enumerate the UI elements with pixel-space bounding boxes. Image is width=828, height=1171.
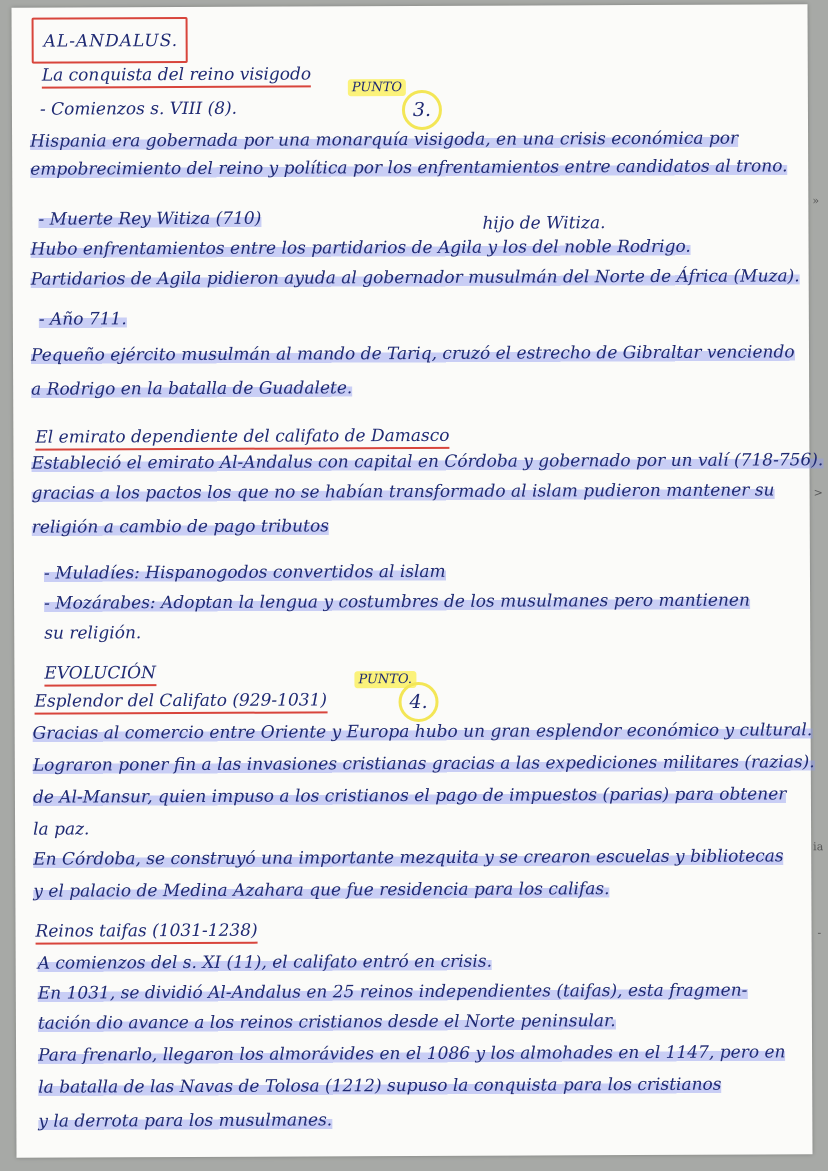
note-line: Gracias al comercio entre Oriente y Europa hubo un gran esplendor económico y cultural. [32,720,813,744]
note-line: En 1031, se dividió Al-Andalus en 25 reinos independientes (taifas), esta fragmen- [37,980,748,1004]
note-line: gracias a los pactos los que no se habían transformado al islam pudieron mantener su [31,480,775,504]
note-line: y la derrota para los musulmanes. [38,1110,333,1132]
notebook-page [11,4,824,1157]
note-line: - Mozárabes: Adoptan la lengua y costumbres de los musulmanes pero mantienen [44,590,750,614]
margin-mark-b: > [813,486,823,500]
note-line: tación dio avance a los reinos cristianos desde el Norte peninsular. [37,1011,616,1034]
section-heading: Reinos taifas (1031-1238) [35,921,257,945]
note-line: a Rodrigo en la batalla de Guadalete. [31,378,353,400]
margin-mark-a: » [812,194,820,208]
note-line: empobrecimiento del reino y política por los enfrentamientos entre candidatos al trono. [30,156,788,180]
note-line: Partidarios de Agila pidieron ayuda al gobernador musulmán del Norte de África (Muza). [30,266,800,290]
note-line: Hispania era gobernada por una monarquía visigoda, en una crisis económica por [30,128,739,152]
margin-mark-c: ia [813,840,824,854]
section-heading: La conquista del reino visigodo [42,64,311,88]
page-title: AL-ANDALUS. [43,31,179,52]
note-line: la paz. [33,819,90,840]
note-line: la batalla de las Navas de Tolosa (1212) supuso la conquista para los cristianos [38,1074,722,1098]
note-line: Hubo enfrentamientos entre los partidarios de Agila y los del noble Rodrigo. [30,236,691,260]
section-heading: Esplendor del Califato (929-1031) [34,690,327,714]
note-line: Para frenarlo, llegaron los almorávides en el 1086 y los almohades en el 1147, pero en [38,1042,786,1066]
note-line: Estableció el emirato Al-Andalus con capital en Córdoba y gobernado por un valí (718-756). [31,450,824,474]
note-line: religión a cambio de pago tributos [31,516,329,538]
section-heading: EVOLUCIÓN [44,663,156,686]
punto-3-label: PUNTO [348,80,406,95]
punto-4-number: 4. [398,682,438,722]
note-line: - Muerte Rey Witiza (710) [38,208,262,230]
margin-mark-d: - [817,926,822,940]
note-line: Lograron poner fin a las invasiones cristianas gracias a las expediciones militares (razias). [32,752,815,776]
punto-4-label: PUNTO. [354,672,416,687]
note-line: - Muladíes: Hispanogodos convertidos al islam [43,561,446,584]
note-line: - Año 711. [38,309,127,330]
note-line: Pequeño ejército musulmán al mando de Tariq, cruzó el estrecho de Gibraltar venciendo [30,342,795,366]
note-line: hijo de Witiza. [482,213,606,234]
section-heading: El emirato dependiente del califato de Damasco [35,426,449,451]
punto-3-number: 3. [402,90,442,130]
note-line: de Al-Mansur, quien impuso a los cristianos el pago de impuestos (parias) para obtener [32,784,787,808]
note-line: A comienzos del s. XI (11), el califato entró en crisis. [37,951,493,974]
note-line: su religión. [44,623,142,644]
note-line: y el palacio de Medina Azahara que fue residencia para los califas. [33,879,610,902]
note-line: - Comienzos s. VIII (8). [39,98,238,120]
note-line: En Córdoba, se construyó una importante mezquita y se crearon escuelas y bibliotecas [33,846,784,870]
